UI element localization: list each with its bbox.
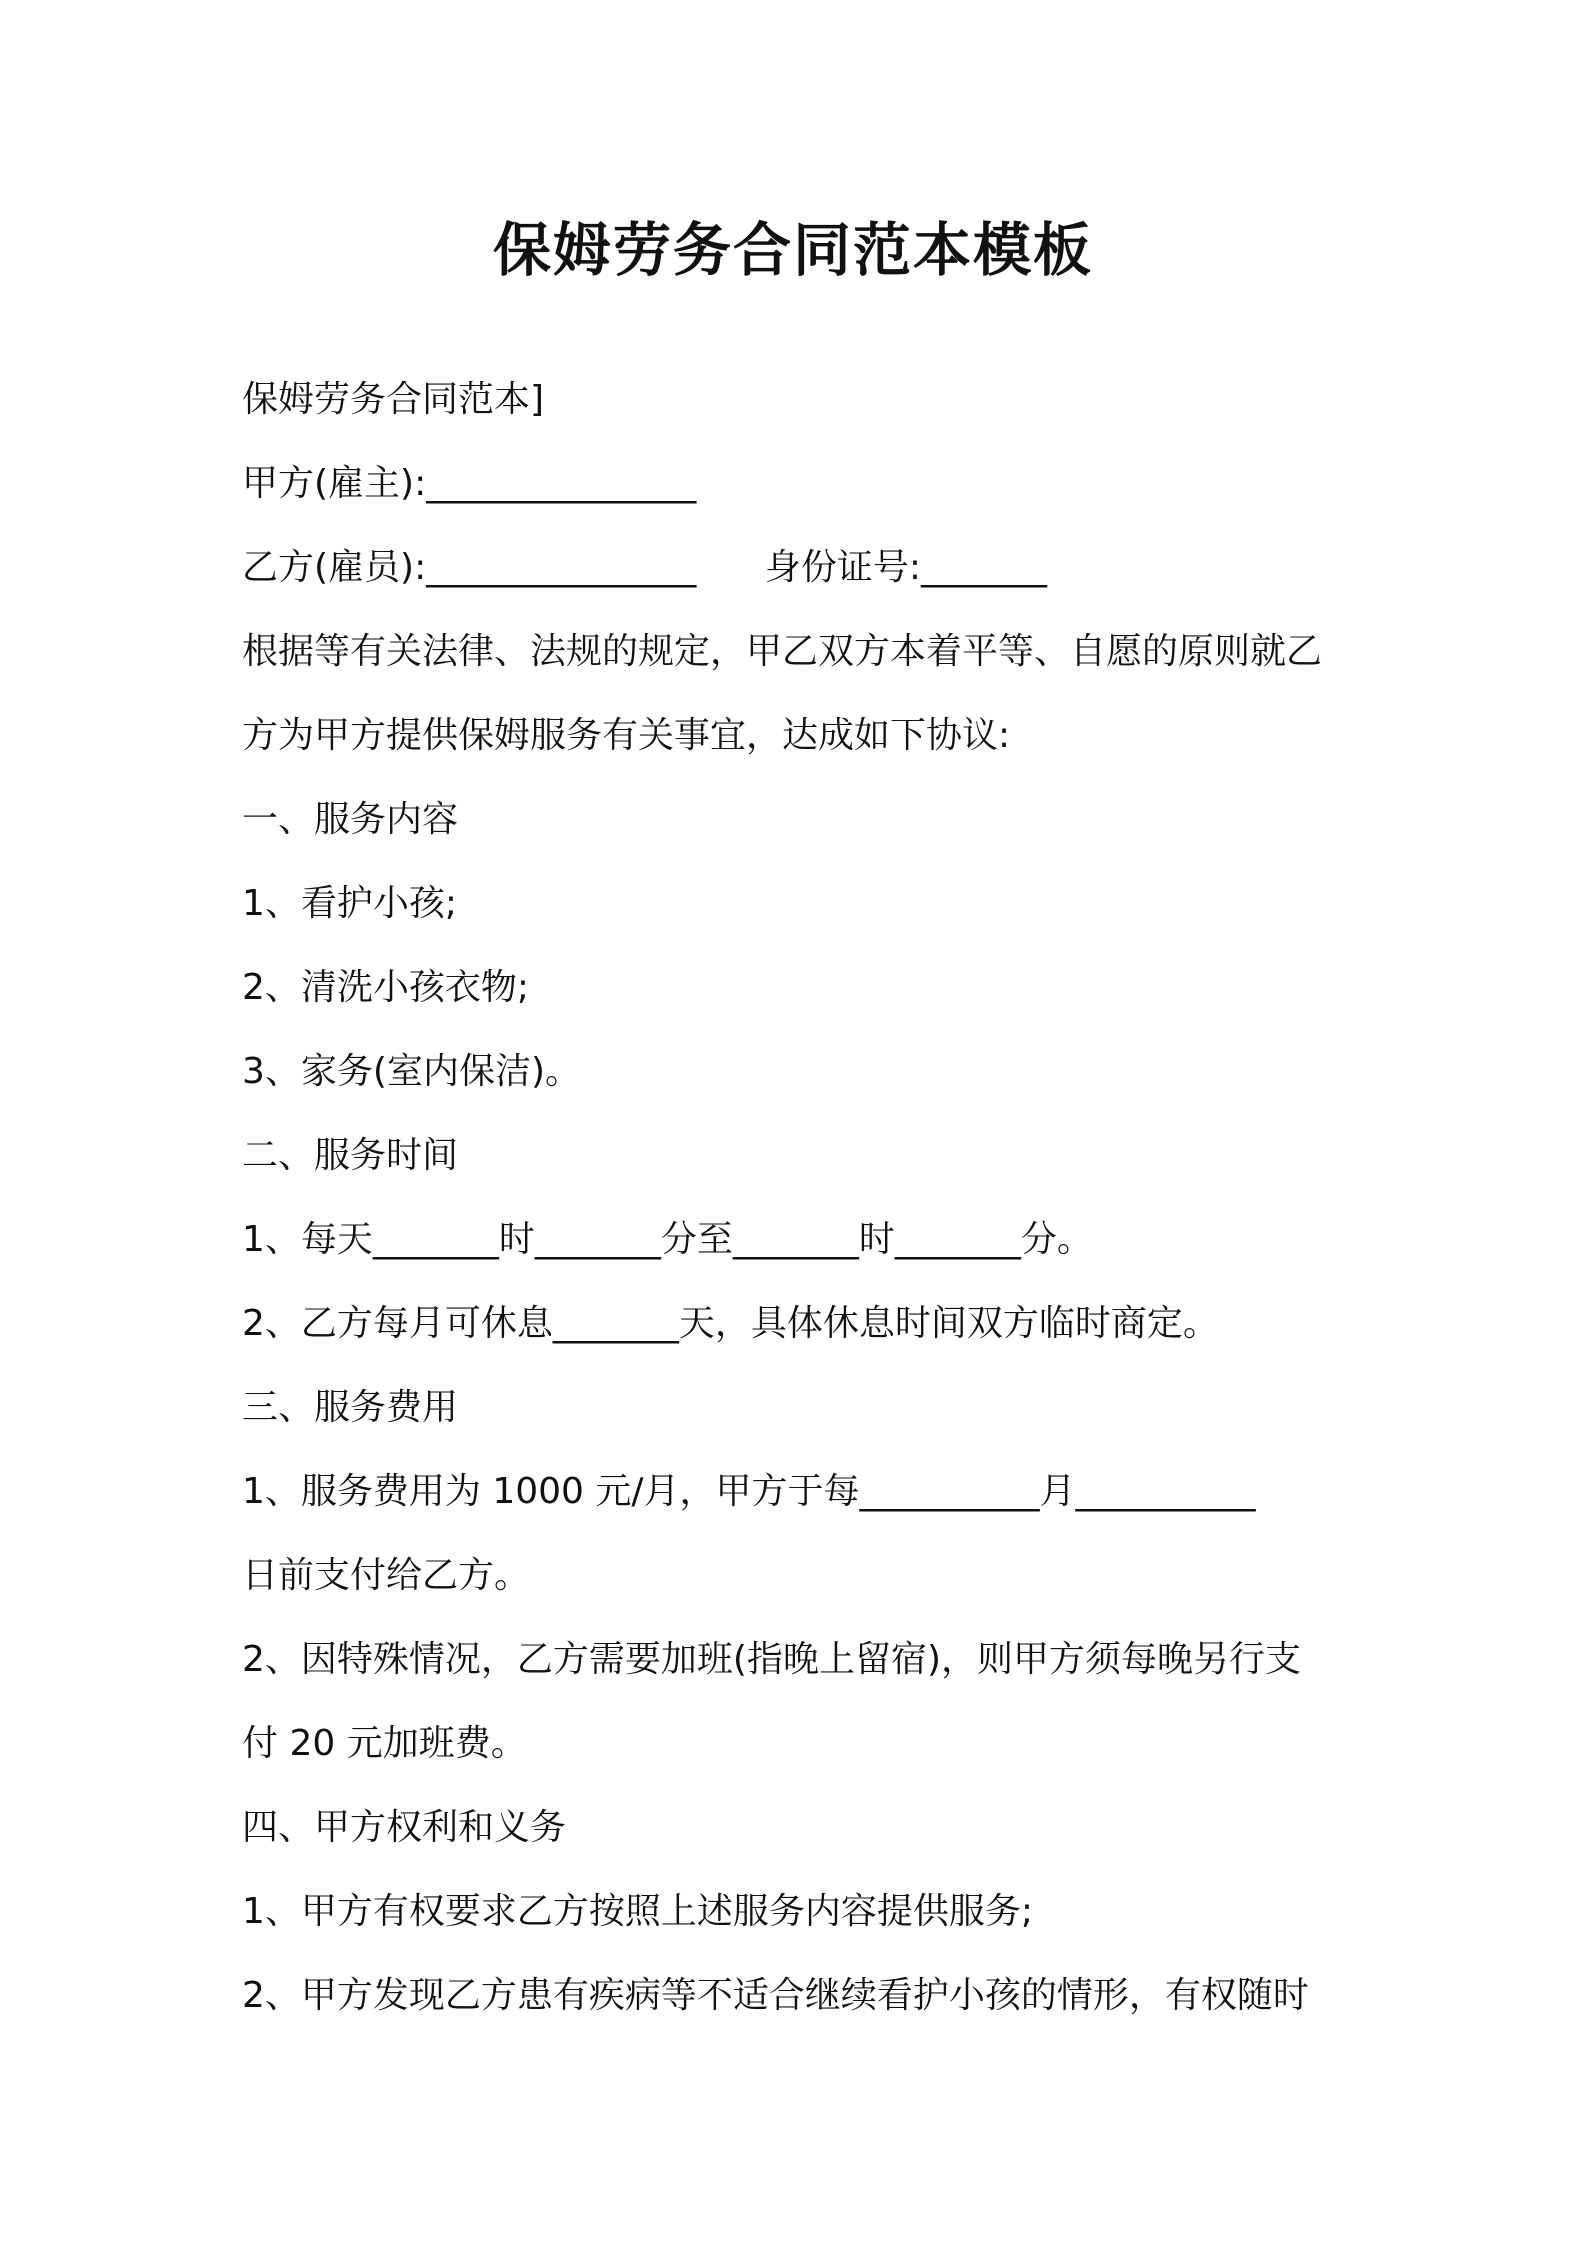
fee-item-2-line-1: 2、因特殊情况，乙方需要加班(指晚上留宿)，则甲方须每晚另行支 bbox=[242, 1639, 1301, 1680]
document-body bbox=[242, 358, 1362, 2038]
service-item-2: 2、清洗小孩衣物; bbox=[242, 967, 530, 1008]
section-heading-service-content: 一、服务内容 bbox=[242, 799, 459, 840]
contract-subtitle: 保姆劳务合同范本] bbox=[242, 379, 545, 420]
service-item-1: 1、看护小孩; bbox=[242, 883, 458, 924]
party-b-line: 乙方(雇员):_______________ 身份证号:_______ bbox=[242, 547, 1048, 588]
rights-item-2: 2、甲方发现乙方患有疾病等不适合继续看护小孩的情形，有权随时 bbox=[242, 1975, 1309, 2016]
preamble-line-2: 方为甲方提供保姆服务有关事宜，达成如下协议: bbox=[242, 715, 1011, 756]
rights-item-1: 1、甲方有权要求乙方按照上述服务内容提供服务; bbox=[242, 1891, 1034, 1932]
document-title: 保姆劳务合同范本模板 bbox=[492, 216, 1093, 284]
party-a-line: 甲方(雇主):_______________ bbox=[242, 463, 697, 504]
fee-item-1-line-2: 日前支付给乙方。 bbox=[242, 1555, 531, 1596]
fee-item-1-line-1: 1、服务费用为 1000 元/月，甲方于每__________月__________ bbox=[242, 1471, 1256, 1512]
fee-item-2-line-2: 付 20 元加班费。 bbox=[242, 1723, 527, 1764]
section-heading-service-fee: 三、服务费用 bbox=[242, 1387, 459, 1428]
section-heading-service-time: 二、服务时间 bbox=[242, 1135, 459, 1176]
time-item-1: 1、每天_______时_______分至_______时_______分。 bbox=[242, 1219, 1093, 1260]
service-item-3: 3、家务(室内保洁)。 bbox=[242, 1051, 581, 1092]
time-item-2: 2、乙方每月可休息_______天，具体休息时间双方临时商定。 bbox=[242, 1303, 1219, 1344]
preamble-line-1: 根据等有关法律、法规的规定，甲乙双方本着平等、自愿的原则就乙 bbox=[242, 631, 1323, 672]
section-heading-party-a-rights: 四、甲方权利和义务 bbox=[242, 1807, 567, 1848]
